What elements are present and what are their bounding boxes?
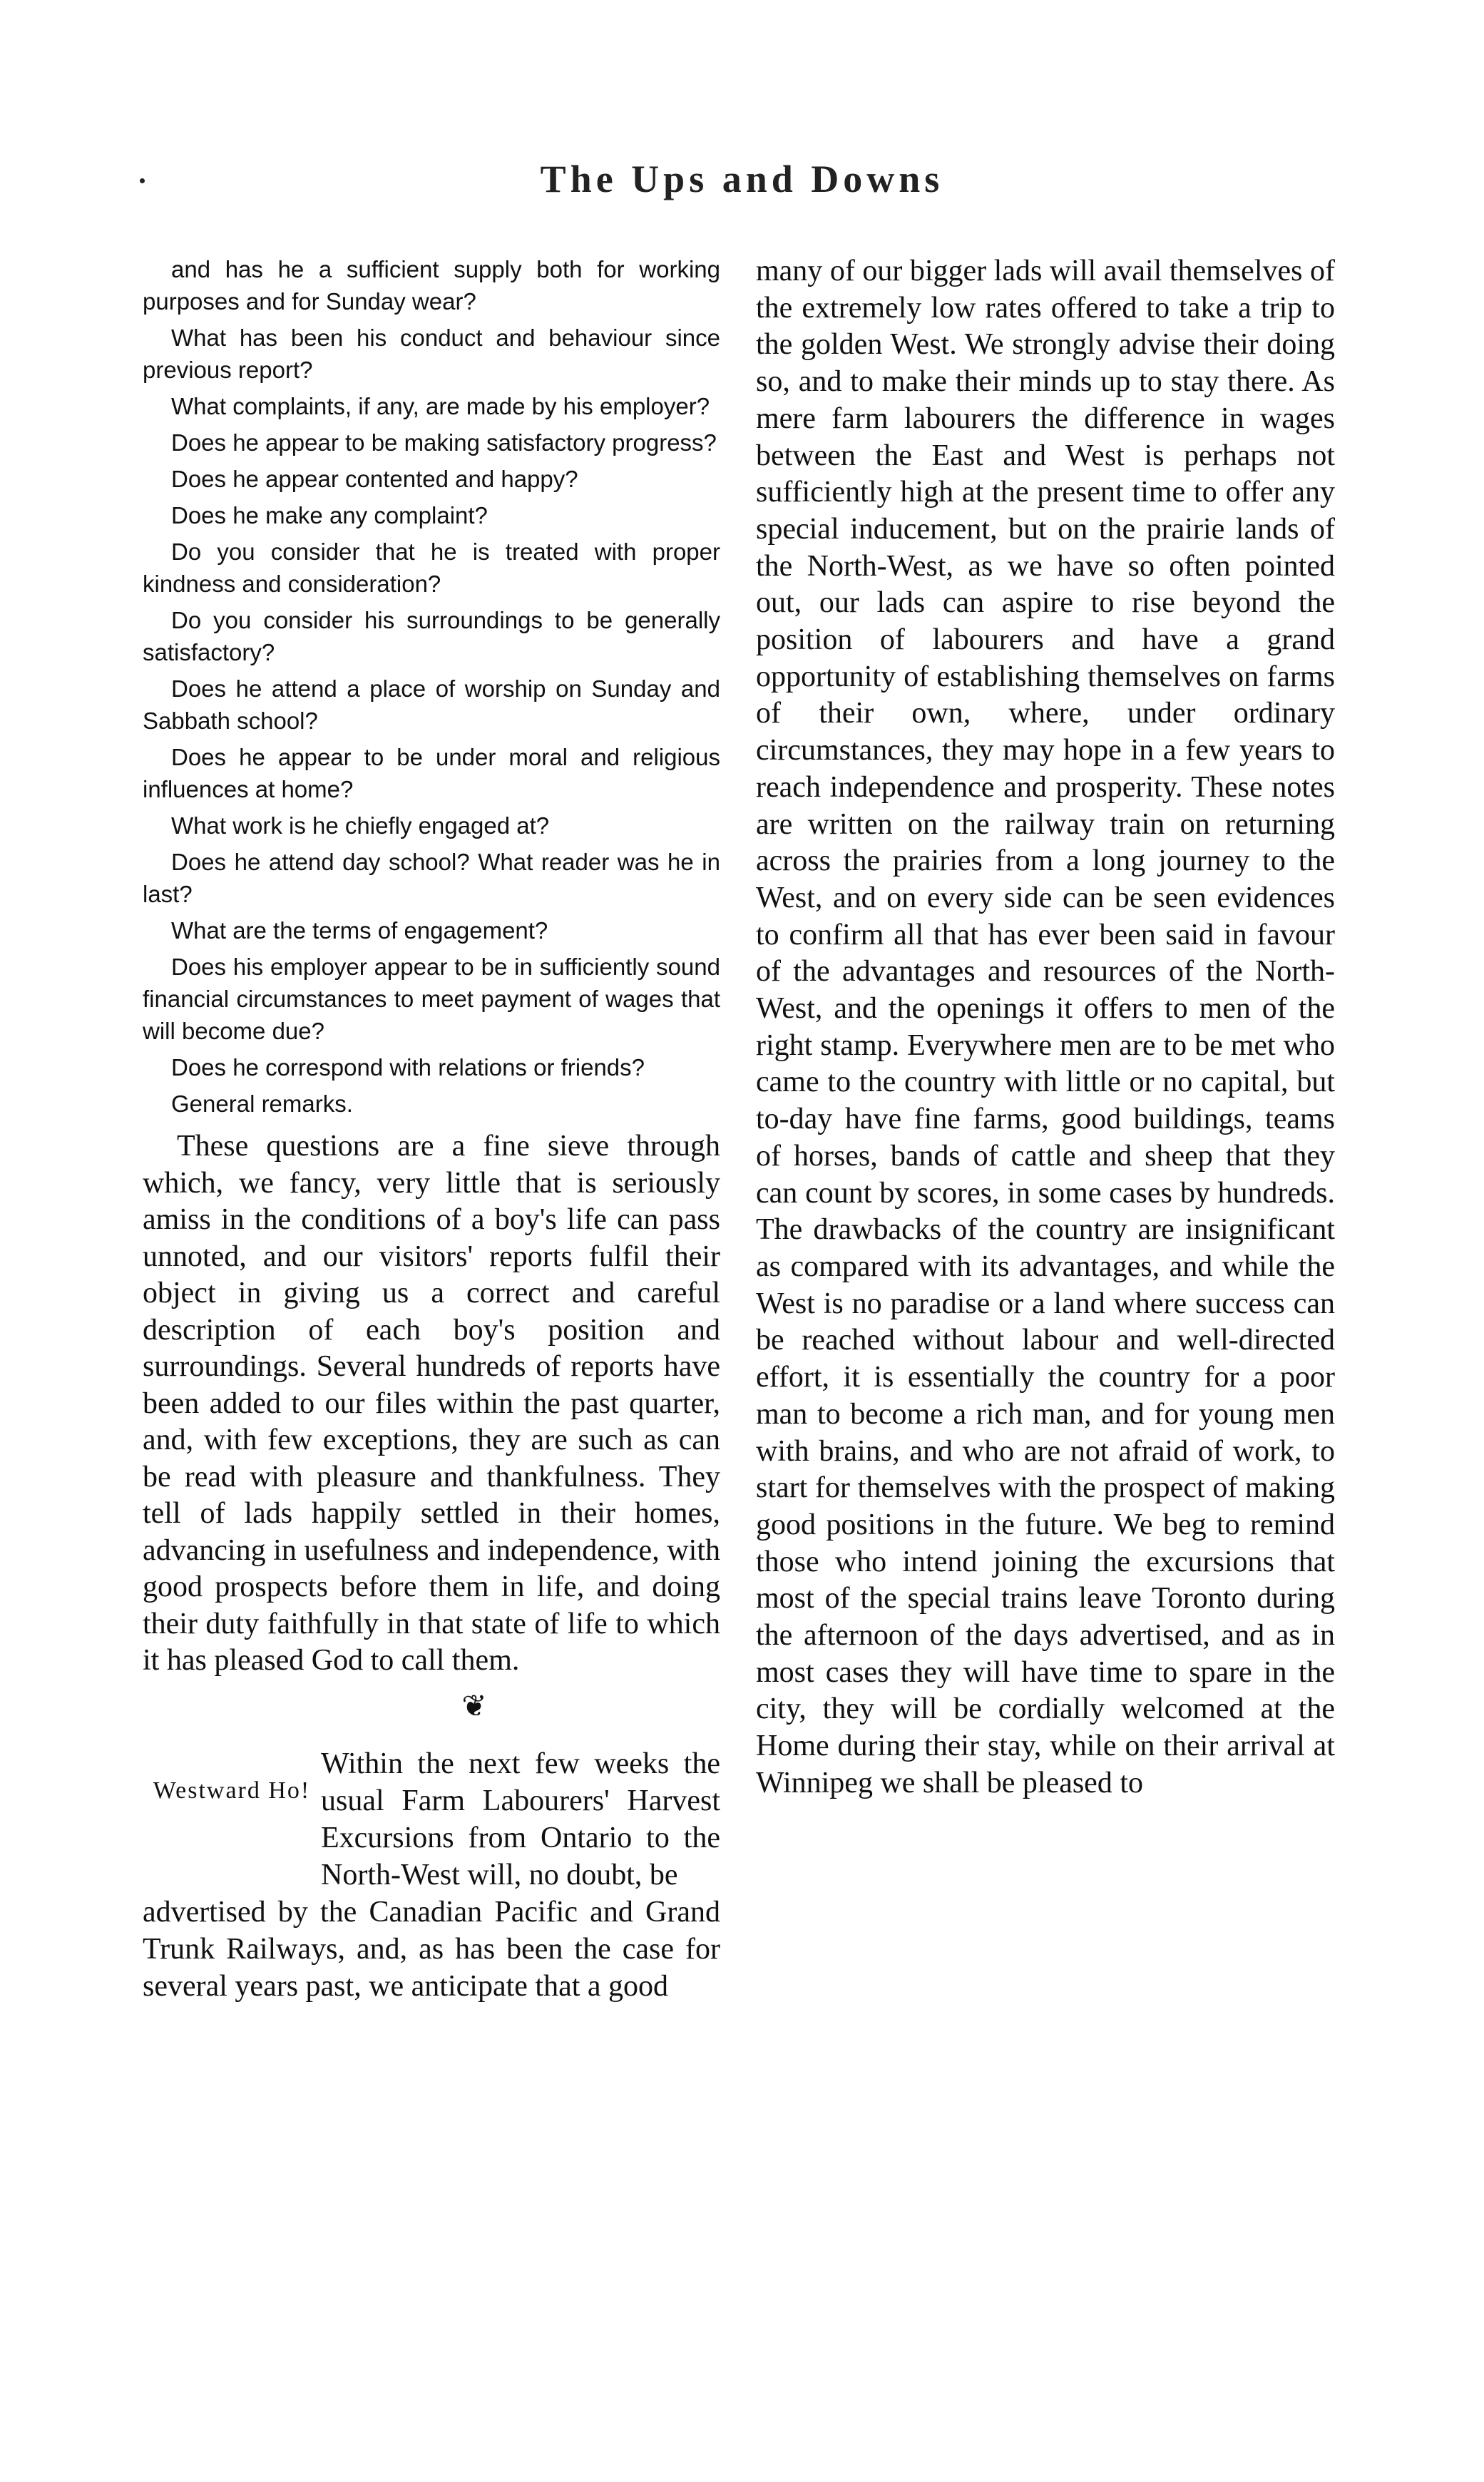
- question-item: What has been his conduct and behaviour since previous report?: [143, 325, 720, 383]
- question-item: Does he make any complaint?: [171, 502, 488, 528]
- question-item: What are the terms of engagement?: [171, 917, 548, 944]
- left-paragraph: These questions are a fine sieve through which, we fancy, very little that is seriously amiss in the conditions of a boy's life can pass unnoted, and our visitors' reports fulfil their object in giving us a correct and careful description of each boy's position and surroundings. Several hundreds of reports have been added to our files within the past quarter, and, with few exceptions, they are such as can be read with pleasure and thankfulness. They tell of lads happily settled in their homes, advancing in usefulness and independence, with good prospects before them in life, and doing their duty faithfully in that state of life to which it has pleased God to call them.: [143, 1130, 720, 1677]
- question-item: Do you consider that he is treated with proper kindness and consideration?: [143, 538, 720, 597]
- running-head: The Ups and Downs: [540, 158, 944, 200]
- question-item: Does he attend a place of worship on Sunday and Sabbath school?: [143, 675, 720, 734]
- question-item: Does he correspond with relations or friends?: [171, 1054, 645, 1081]
- right-column: [756, 253, 1335, 1802]
- question-item: Does his employer appear to be in sufficiently sound financial circumstances to meet payment of wages that will become due?: [143, 954, 720, 1044]
- section-tail: advertised by the Canadian Pacific and Grand Trunk Railways, and, as has been the case for several years past, we anticipate that a good: [143, 1895, 720, 2003]
- side-heading: Westward Ho!: [153, 1777, 311, 1804]
- question-item: Do you consider his surroundings to be generally satisfactory?: [143, 607, 720, 665]
- westward-section: [143, 1745, 720, 1894]
- section-text: Within the next few weeks the usual Farm Labourers' Harvest Excursions from Ontario to the North-West will, no doubt, be: [321, 1747, 720, 1891]
- question-item: Does he appear contented and happy?: [171, 466, 578, 492]
- question-item: and has he a sufficient supply both for working purposes and for Sunday wear?: [143, 256, 720, 315]
- ornament-icon: ❦: [461, 1690, 487, 1723]
- question-item: Does he appear to be making satisfactory progress?: [171, 429, 717, 456]
- question-item: What complaints, if any, are made by his employer?: [171, 393, 710, 419]
- question-list: [143, 253, 720, 1120]
- left-column: [143, 253, 720, 2005]
- question-item: Does he attend day school? What reader was he in last?: [143, 849, 720, 907]
- question-item: Does he appear to be under moral and religious influences at home?: [143, 744, 720, 802]
- question-item: General remarks.: [171, 1091, 353, 1117]
- question-item: What work is he chiefly engaged at?: [171, 812, 550, 839]
- right-paragraph: many of our bigger lads will avail themselves of the extremely low rates offered to take a trip to the golden West. We strongly advise their doing so, and to make their minds up to stay there. As mere farm labourers the difference in wages between the East and West is perhaps not sufficiently high at the present time to offer any special inducement, but on the prairie lands of the North-West, as we have so often pointed out, our lads can aspire to rise beyond the position of labourers and have a grand opportunity of establishing themselves on farms of their own, where, under ordinary circumstances, they may hope in a few years to reach independence and prosperity. These notes are written on the railway train on returning across the prairies from a long journey to the West, and on every side can be seen evidences to confirm all that has ever been said in favour of the advantages and resources of the North-West, and the openings it offers to men of the right stamp. Everywhere men are to be met who came to the country with little or no capital, but to-day have fine farms, good buildings, teams of horses, bands of cattle and sheep that they can count by scores, in some cases by hundreds. The drawbacks of the country are insignificant as compared with its advantages, and while the West is no paradise or a land where success can be reached without labour and well-directed effort, it is essentially the country for a poor man to become a rich man, and for young men with brains, and who are not afraid of work, to start for themselves with the prospect of making good positions in the future. We beg to remind those who intend joining the excursions that most of the special trains leave Toronto during the afternoon of the days advertised, and as in most cases they will have time to spare in the city, they will be cordially welcomed at the Home during their stay, while on their arrival at Winnipeg we shall be pleased to: [756, 255, 1335, 1799]
